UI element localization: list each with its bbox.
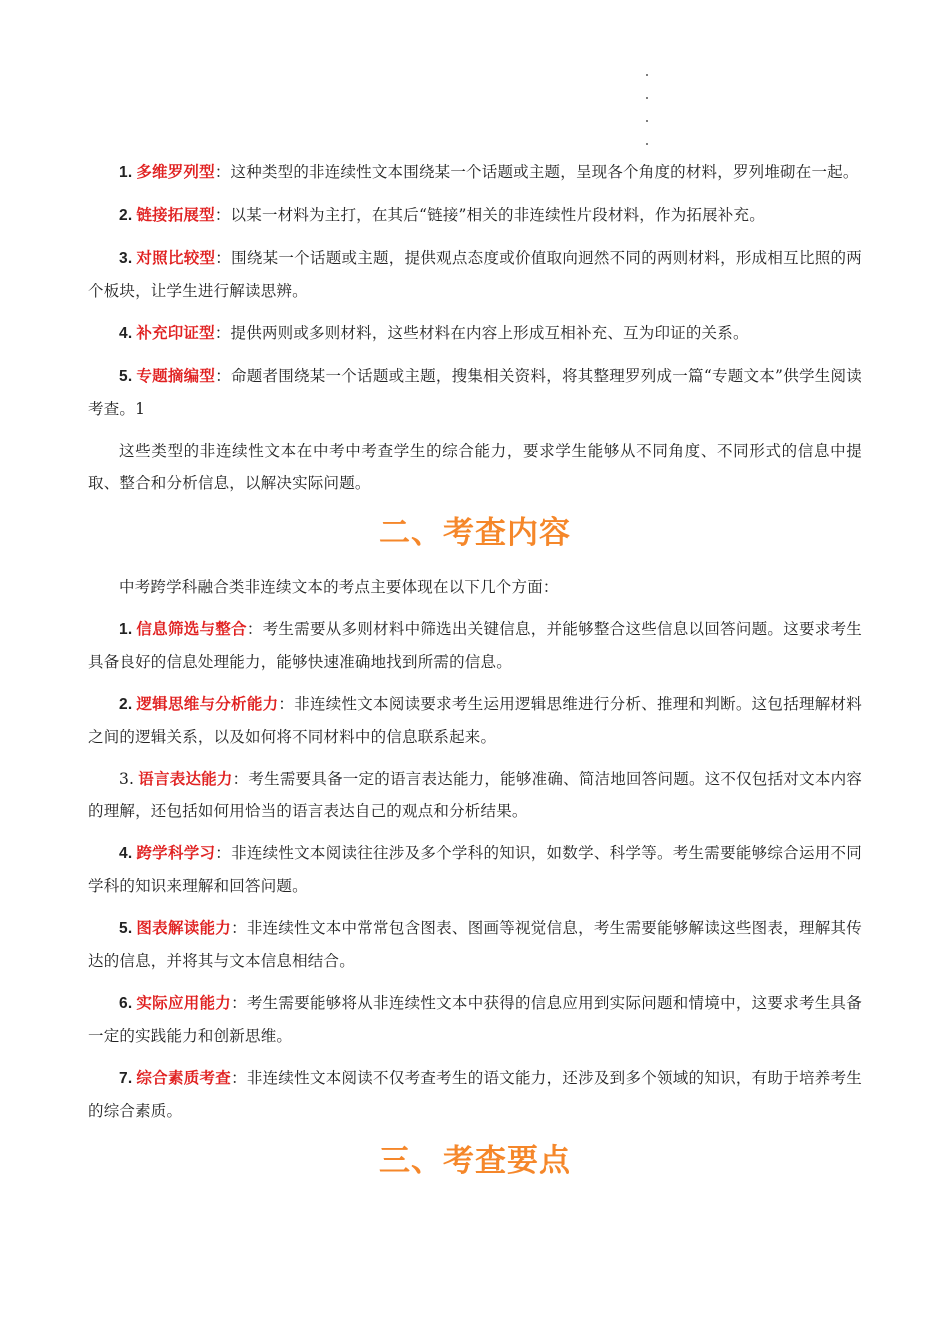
item-number: 6. — [119, 995, 133, 1012]
item-term: 补充印证型 — [136, 324, 215, 342]
item-term: 综合素质考查 — [136, 1069, 232, 1087]
item-number: 2. — [119, 696, 133, 713]
type-item-4: 4. 补充印证型：提供两则或多则材料，这些材料在内容上形成互相补充、互为印证的关系。 — [119, 324, 749, 342]
exam-point-6: 6. 实际应用能力：考生需要能够将从非连续性文本中获得的信息应用到实际问题和情境中，这要求考生具备一定的实践能力和创新思维。 — [88, 994, 862, 1045]
item-text: 非连续性文本中常常包含图表、图画等视觉信息，考生需要能够解读这些图表，理解其传达的信息，并将其与文本信息相结合。 — [88, 919, 862, 970]
item-term: 专题摘编型 — [136, 367, 216, 385]
item-text: 提供两则或多则材料，这些材料在内容上形成互相补充、互为印证的关系。 — [230, 324, 749, 342]
item-term: 实际应用能力 — [136, 994, 232, 1012]
section-heading-exam-key-points: 三、考查要点 — [379, 1143, 571, 1179]
item-text: 非连续性文本阅读不仅考查考生的语文能力，还涉及到多个领域的知识，有助于培养考生的综合素质。 — [88, 1069, 862, 1120]
item-text: 这种类型的非连续性文本围绕某一个话题或主题，呈现各个角度的材料，罗列堆砌在一起。 — [230, 163, 859, 181]
exam-point-2: 2. 逻辑思维与分析能力：非连续性文本阅读要求考生运用逻辑思维进行分析、推理和判断。这包括理解材料之间的逻辑关系，以及如何将不同材料中的信息联系起来。 — [88, 695, 863, 746]
dot-mark — [646, 143, 648, 145]
item-text: 考生需要从多则材料中筛选出关键信息，并能够整合这些信息以回答问题。这要求考生具备良好的信息处理能力，能够快速准确地找到所需的信息。 — [88, 620, 863, 671]
dot-mark — [646, 120, 648, 122]
type-item-3: 3. 对照比较型：围绕某一个话题或主题，提供观点态度或价值取向迥然不同的两则材料，形成相互比照的两个板块，让学生进行解读思辨。 — [88, 249, 862, 300]
item-text: 考生需要具备一定的语言表达能力，能够准确、简洁地回答问题。这不仅包括对文本内容的理解，还包括如何用恰当的语言表达自己的观点和分析结果。 — [88, 770, 862, 820]
item-term: 逻辑思维与分析能力 — [136, 695, 279, 713]
section2-intro: 中考跨学科融合类非连续文本的考点主要体现在以下几个方面： — [119, 578, 559, 596]
dot-mark — [646, 74, 648, 76]
item-term: 语言表达能力 — [138, 770, 233, 788]
item-number: 4. — [119, 325, 133, 342]
exam-point-7: 7. 综合素质考查：非连续性文本阅读不仅考查考生的语文能力，还涉及到多个领域的知识，有助于培养考生的综合素质。 — [88, 1069, 862, 1120]
type-item-5: 5. 专题摘编型：命题者围绕某一个话题或主题，搜集相关资料，将其整理罗列成一篇“专题文本”供学生阅读考查。1 — [88, 367, 862, 418]
item-term: 链接拓展型 — [136, 206, 215, 224]
item-number: 2. — [119, 207, 133, 224]
item-number: 5. — [119, 920, 133, 937]
exam-point-4: 4. 跨学科学习：非连续性文本阅读往往涉及多个学科的知识，如数学、科学等。考生需要能够综合运用不同学科的知识来理解和回答问题。 — [88, 844, 862, 895]
item-term: 对照比较型 — [136, 249, 216, 267]
item-term: 跨学科学习 — [136, 844, 216, 862]
item-text: 命题者围绕某一个话题或主题，搜集相关资料，将其整理罗列成一篇“专题文本”供学生阅读考查。1 — [88, 367, 862, 418]
item-number: 3. — [119, 250, 133, 267]
item-text: 围绕某一个话题或主题，提供观点态度或价值取向迥然不同的两则材料，形成相互比照的两个板块，让学生进行解读思辨。 — [88, 249, 862, 300]
document-content — [88, 156, 862, 1199]
item-number: 7. — [119, 1070, 133, 1087]
dot-mark — [646, 97, 648, 99]
type-item-1: 1. 多维罗列型：这种类型的非连续性文本围绕某一个话题或主题，呈现各个角度的材料，罗列堆砌在一起。 — [119, 163, 859, 181]
margin-dots-decoration — [646, 74, 652, 166]
section1-summary: 这些类型的非连续性文本在中考中考查学生的综合能力，要求学生能够从不同角度、不同形式的信息中提取、整合和分析信息，以解决实际问题。 — [88, 442, 862, 492]
item-number: 1. — [119, 621, 133, 638]
item-text: 非连续性文本阅读往往涉及多个学科的知识，如数学、科学等。考生需要能够综合运用不同学科的知识来理解和回答问题。 — [88, 844, 862, 895]
item-number: 1. — [119, 164, 133, 181]
section-heading-exam-content: 二、考查内容 — [379, 515, 571, 551]
exam-point-1: 1. 信息筛选与整合：考生需要从多则材料中筛选出关键信息，并能够整合这些信息以回答问题。这要求考生具备良好的信息处理能力，能够快速准确地找到所需的信息。 — [88, 620, 863, 671]
item-term: 信息筛选与整合 — [136, 620, 247, 638]
item-number: 5. — [119, 368, 133, 385]
item-number: 3. — [119, 770, 135, 788]
item-term: 图表解读能力 — [136, 919, 232, 937]
exam-point-3: 3. 语言表达能力：考生需要具备一定的语言表达能力，能够准确、简洁地回答问题。这不仅包括对文本内容的理解，还包括如何用恰当的语言表达自己的观点和分析结果。 — [88, 770, 862, 820]
item-text: 非连续性文本阅读要求考生运用逻辑思维进行分析、推理和判断。这包括理解材料之间的逻辑关系，以及如何将不同材料中的信息联系起来。 — [88, 695, 863, 746]
item-number: 4. — [119, 845, 133, 862]
item-term: 多维罗列型 — [136, 163, 215, 181]
item-text: 考生需要能够将从非连续性文本中获得的信息应用到实际问题和情境中，这要求考生具备一定的实践能力和创新思维。 — [88, 994, 862, 1045]
type-item-2: 2. 链接拓展型：以某一材料为主打，在其后“链接”相关的非连续性片段材料，作为拓展补充。 — [119, 206, 765, 224]
item-text: 以某一材料为主打，在其后“链接”相关的非连续性片段材料，作为拓展补充。 — [230, 206, 765, 224]
exam-point-5: 5. 图表解读能力：非连续性文本中常常包含图表、图画等视觉信息，考生需要能够解读这些图表，理解其传达的信息，并将其与文本信息相结合。 — [88, 919, 862, 970]
